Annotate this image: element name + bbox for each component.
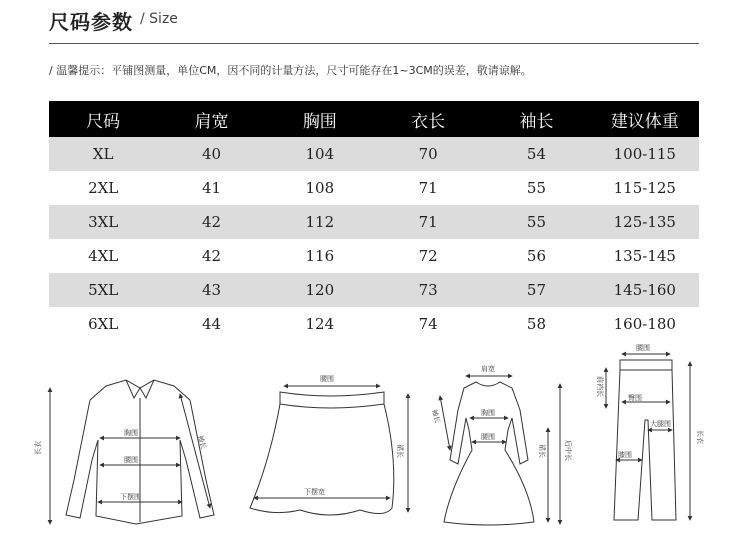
- measurement-note: / 温馨提示：平铺图测量，单位CM，因不同的计量方法，尺寸可能存在1~3CM的误差，敬请谅解。: [49, 64, 532, 77]
- dress-chest-label: 胸围: [481, 409, 495, 417]
- table-cell: 120: [266, 273, 374, 307]
- pants-length-label: 长衣: [696, 430, 704, 444]
- section-subtitle: / Size: [140, 11, 178, 27]
- dress-outline: [444, 382, 534, 525]
- shirt-hem-label: 下摆围: [120, 493, 141, 501]
- pants-outline: [614, 370, 676, 520]
- table-cell: 124: [305, 315, 335, 333]
- table-row: [49, 137, 699, 171]
- table-cell: 125-135: [591, 205, 699, 239]
- skirt-length-label: 裙长: [396, 444, 404, 458]
- table-cell: 135-145: [613, 247, 676, 265]
- divider: [49, 43, 699, 44]
- shirt-sleeve-line: [180, 394, 210, 508]
- dress-back-length-label: 后中长: [564, 440, 572, 461]
- table-cell: XL: [49, 137, 157, 171]
- column-header: 衣长: [374, 101, 482, 137]
- shirt-sleeve-label: 袖长: [196, 434, 208, 451]
- pants-hip-label: 臀围: [628, 394, 642, 402]
- table-row: [49, 239, 699, 273]
- table-cell: 3XL: [49, 205, 157, 239]
- table-cell: 44: [201, 315, 222, 333]
- pants-waist-label: 腰围: [636, 344, 650, 352]
- skirt-diagram: [250, 374, 408, 515]
- table-cell: 100-115: [591, 137, 699, 171]
- shirt-chest-label: 胸围: [124, 429, 138, 437]
- pants-waistband: [620, 360, 672, 370]
- size-table: [49, 101, 699, 341]
- table-cell: 108: [305, 179, 335, 197]
- pants-front-rise-label: 前裆长: [596, 376, 604, 397]
- dress-shoulder-label: 肩宽: [481, 365, 495, 373]
- table-cell: 160-180: [613, 315, 676, 333]
- table-cell: 72: [418, 247, 438, 265]
- column-header: 肩宽: [157, 101, 265, 137]
- skirt-hem-label: 下摆宽: [304, 488, 325, 496]
- section-title: 尺码参数: [49, 10, 133, 34]
- pants-knee-label: 膝围: [618, 451, 632, 459]
- table-cell: 145-160: [591, 273, 699, 307]
- table-cell: 2XL: [88, 179, 119, 197]
- measurement-diagrams: [0, 340, 750, 540]
- column-header: 胸围: [266, 101, 374, 137]
- table-row: [49, 273, 699, 307]
- table-cell: 73: [374, 273, 482, 307]
- column-header: 建议体重: [591, 101, 699, 137]
- table-cell: 5XL: [49, 273, 157, 307]
- table-cell: 70: [374, 137, 482, 171]
- shirt-length-label: 长衣: [34, 441, 42, 455]
- table-cell: 116: [305, 247, 335, 265]
- table-cell: 4XL: [88, 247, 119, 265]
- table-cell: 112: [266, 205, 374, 239]
- table-cell: 41: [201, 179, 222, 197]
- dress-diagram: [430, 364, 573, 525]
- column-header: 袖长: [482, 101, 590, 137]
- table-cell: 55: [482, 205, 590, 239]
- dress-sleeve-line: [440, 396, 450, 450]
- table-cell: 42: [157, 205, 265, 239]
- shirt-diagram: [33, 380, 214, 524]
- table-cell: 54: [482, 137, 590, 171]
- table-cell: 42: [201, 247, 222, 265]
- table-row: [49, 307, 699, 341]
- table-cell: 55: [526, 179, 547, 197]
- skirt-waistband: [280, 392, 384, 408]
- pants-diagram: [596, 343, 705, 520]
- table-cell: 40: [157, 137, 265, 171]
- dress-skirt-length-label: 裙长: [538, 444, 546, 458]
- table-cell: 71: [374, 205, 482, 239]
- table-cell: 57: [482, 273, 590, 307]
- table-row: [49, 171, 699, 205]
- table-row: [49, 205, 699, 239]
- table-cell: 104: [266, 137, 374, 171]
- column-header: 尺码: [49, 101, 157, 137]
- table-cell: 58: [526, 315, 547, 333]
- pants-thigh-label: 大腿围: [650, 420, 671, 428]
- dress-sleeve-label: 袖长: [430, 408, 442, 425]
- skirt-waist-label: 腰围: [320, 375, 334, 383]
- table-header-row: [49, 101, 699, 137]
- table-cell: 115-125: [613, 179, 676, 197]
- shirt-waist-label: 腰围: [124, 456, 138, 464]
- dress-waist-label: 腰围: [481, 433, 495, 441]
- table-cell: 43: [157, 273, 265, 307]
- table-cell: 71: [418, 179, 438, 197]
- table-cell: 6XL: [88, 315, 119, 333]
- table-cell: 74: [418, 315, 438, 333]
- table-cell: 56: [526, 247, 547, 265]
